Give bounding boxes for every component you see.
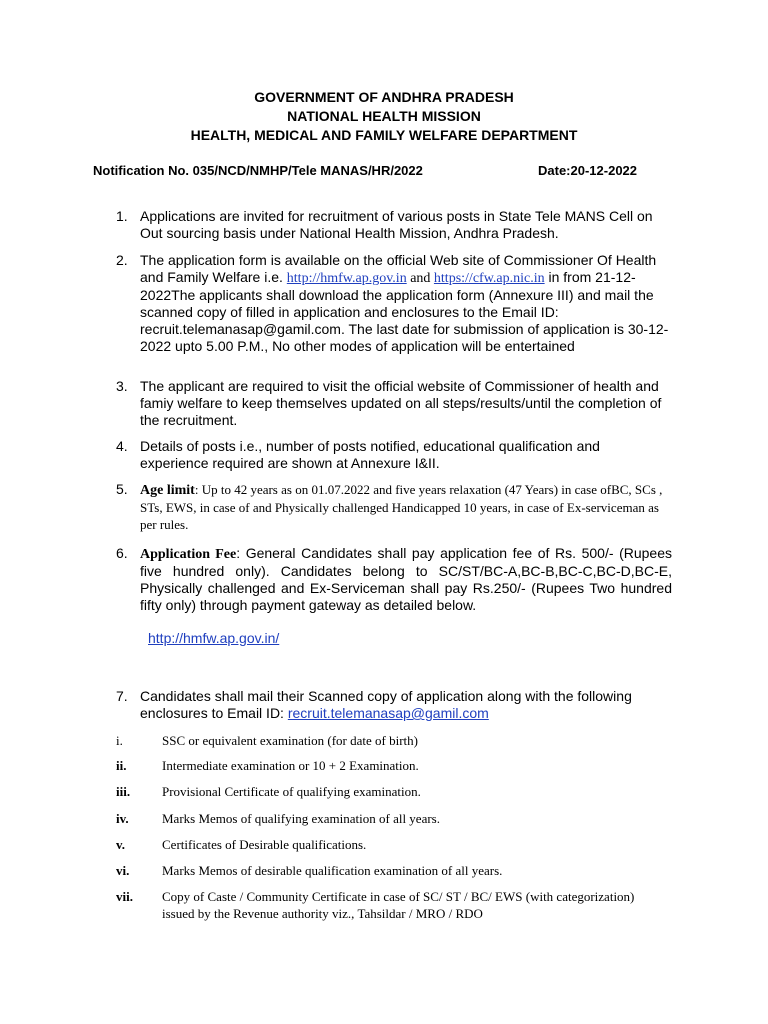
header-mission: NATIONAL HEALTH MISSION (287, 108, 481, 124)
enclosure-text: Copy of Caste / Community Certificate in case of SC/ ST / BC/ EWS (with categorization) issued by the Revenue authority viz., Tahsildar / MRO / RDO (162, 889, 635, 921)
notification-date: Date:20-12-2022 (538, 163, 638, 178)
cfw-link[interactable]: https://cfw.ap.nic.in (433, 271, 545, 286)
payment-gateway-link[interactable]: http://hmfw.ap.gov.in/ (148, 630, 280, 646)
item-text-part: in from 21-12-2022The applicants shall download the application form (Annexure III) and mail the scanned copy of filled in application and enclosures to the Email ID: recruit.telemanasap@gamil.com. The last date for submission of application is 30-12-2022 upto 5.00 P.M., No other modes of application will be entertained (140, 269, 669, 354)
hmfw-link[interactable]: http://hmfw.ap.gov.in (286, 271, 407, 286)
item-text: Details of posts i.e., number of posts notified, educational qualification and experience required are shown at Annexure I&II. (140, 438, 600, 471)
enclosure-text: Intermediate examination or 10 + 2 Examination. (162, 758, 419, 773)
item-number: 6. (116, 545, 128, 561)
enclosure-number: vii. (116, 889, 133, 904)
item-text-part: : Up to 42 years as on 01.07.2022 and five years relaxation (47 Years) in case ofBC, SCs , STs, EWS, in case of and Physically challenged Handicapped 10 years, in case of Ex-serviceman as per rules. (140, 482, 663, 532)
item-number: 7. (116, 688, 128, 704)
item-text (140, 481, 672, 533)
enclosure-text: SSC or equivalent examination (for date of birth) (162, 733, 418, 748)
item-text-part: : General Candidates shall pay application fee of Rs. 500/- (Rupees five hundred only). Candidates belong to SC/ST/BC-A,BC-B,BC-C,BC-D,BC-E, Physically challenged and Ex-Serviceman shall pay Rs.250/- (Rupees Two hundred fifty only) through payment gateway as detailed below. (140, 545, 673, 613)
header-department: HEALTH, MEDICAL AND FAMILY WELFARE DEPARTMENT (190, 127, 578, 143)
payment-link-wrap (148, 630, 680, 647)
item-text (140, 252, 672, 355)
enclosure-text: Marks Memos of qualifying examination of all years. (162, 811, 440, 826)
enclosure-text: Certificates of Desirable qualifications. (162, 837, 367, 852)
enclosure-number: ii. (116, 758, 127, 773)
header-government: GOVERNMENT OF ANDHRA PRADESH (254, 89, 514, 105)
item-text-part: Candidates shall mail their Scanned copy of application along with the following enclosures to Email ID: (140, 688, 632, 721)
item-text (140, 688, 672, 722)
item-text-part: and (406, 271, 434, 286)
age-limit-label: Age limit (140, 483, 195, 498)
item-number: 4. (116, 438, 128, 454)
enclosure-number: i. (116, 733, 123, 748)
item-number: 1. (116, 208, 128, 224)
item-text: Applications are invited for recruitment of various posts in State Tele MANS Cell on Out sourcing basis under National Health Mission, Andhra Pradesh. (140, 208, 653, 241)
item-text (140, 545, 672, 614)
email-link[interactable]: recruit.telemanasap@gamil.com (287, 705, 489, 721)
item-text: The applicant are required to visit the official website of Commissioner of health and famiy welfare to keep themselves updated on all steps/results/until the completion of the recruitment. (140, 378, 662, 428)
item-number: 5. (116, 481, 128, 497)
application-fee-label: Application Fee (140, 547, 237, 562)
enclosure-number: v. (116, 837, 126, 852)
enclosure-text: Provisional Certificate of qualifying examination. (162, 784, 421, 799)
item-number: 2. (116, 252, 128, 268)
enclosure-text: Marks Memos of desirable qualification examination of all years. (162, 863, 503, 878)
notification-number: Notification No. 035/NCD/NMHP/Tele MANAS/HR/2022 (93, 163, 423, 178)
item-number: 3. (116, 378, 128, 394)
enclosure-number: vi. (116, 863, 130, 878)
enclosure-number: iv. (116, 811, 129, 826)
enclosure-number: iii. (116, 784, 131, 799)
notification-line (93, 163, 653, 179)
item-text-part: The application form is available on the official Web site of Commissioner Of Health and Family Welfare i.e. (140, 252, 657, 285)
